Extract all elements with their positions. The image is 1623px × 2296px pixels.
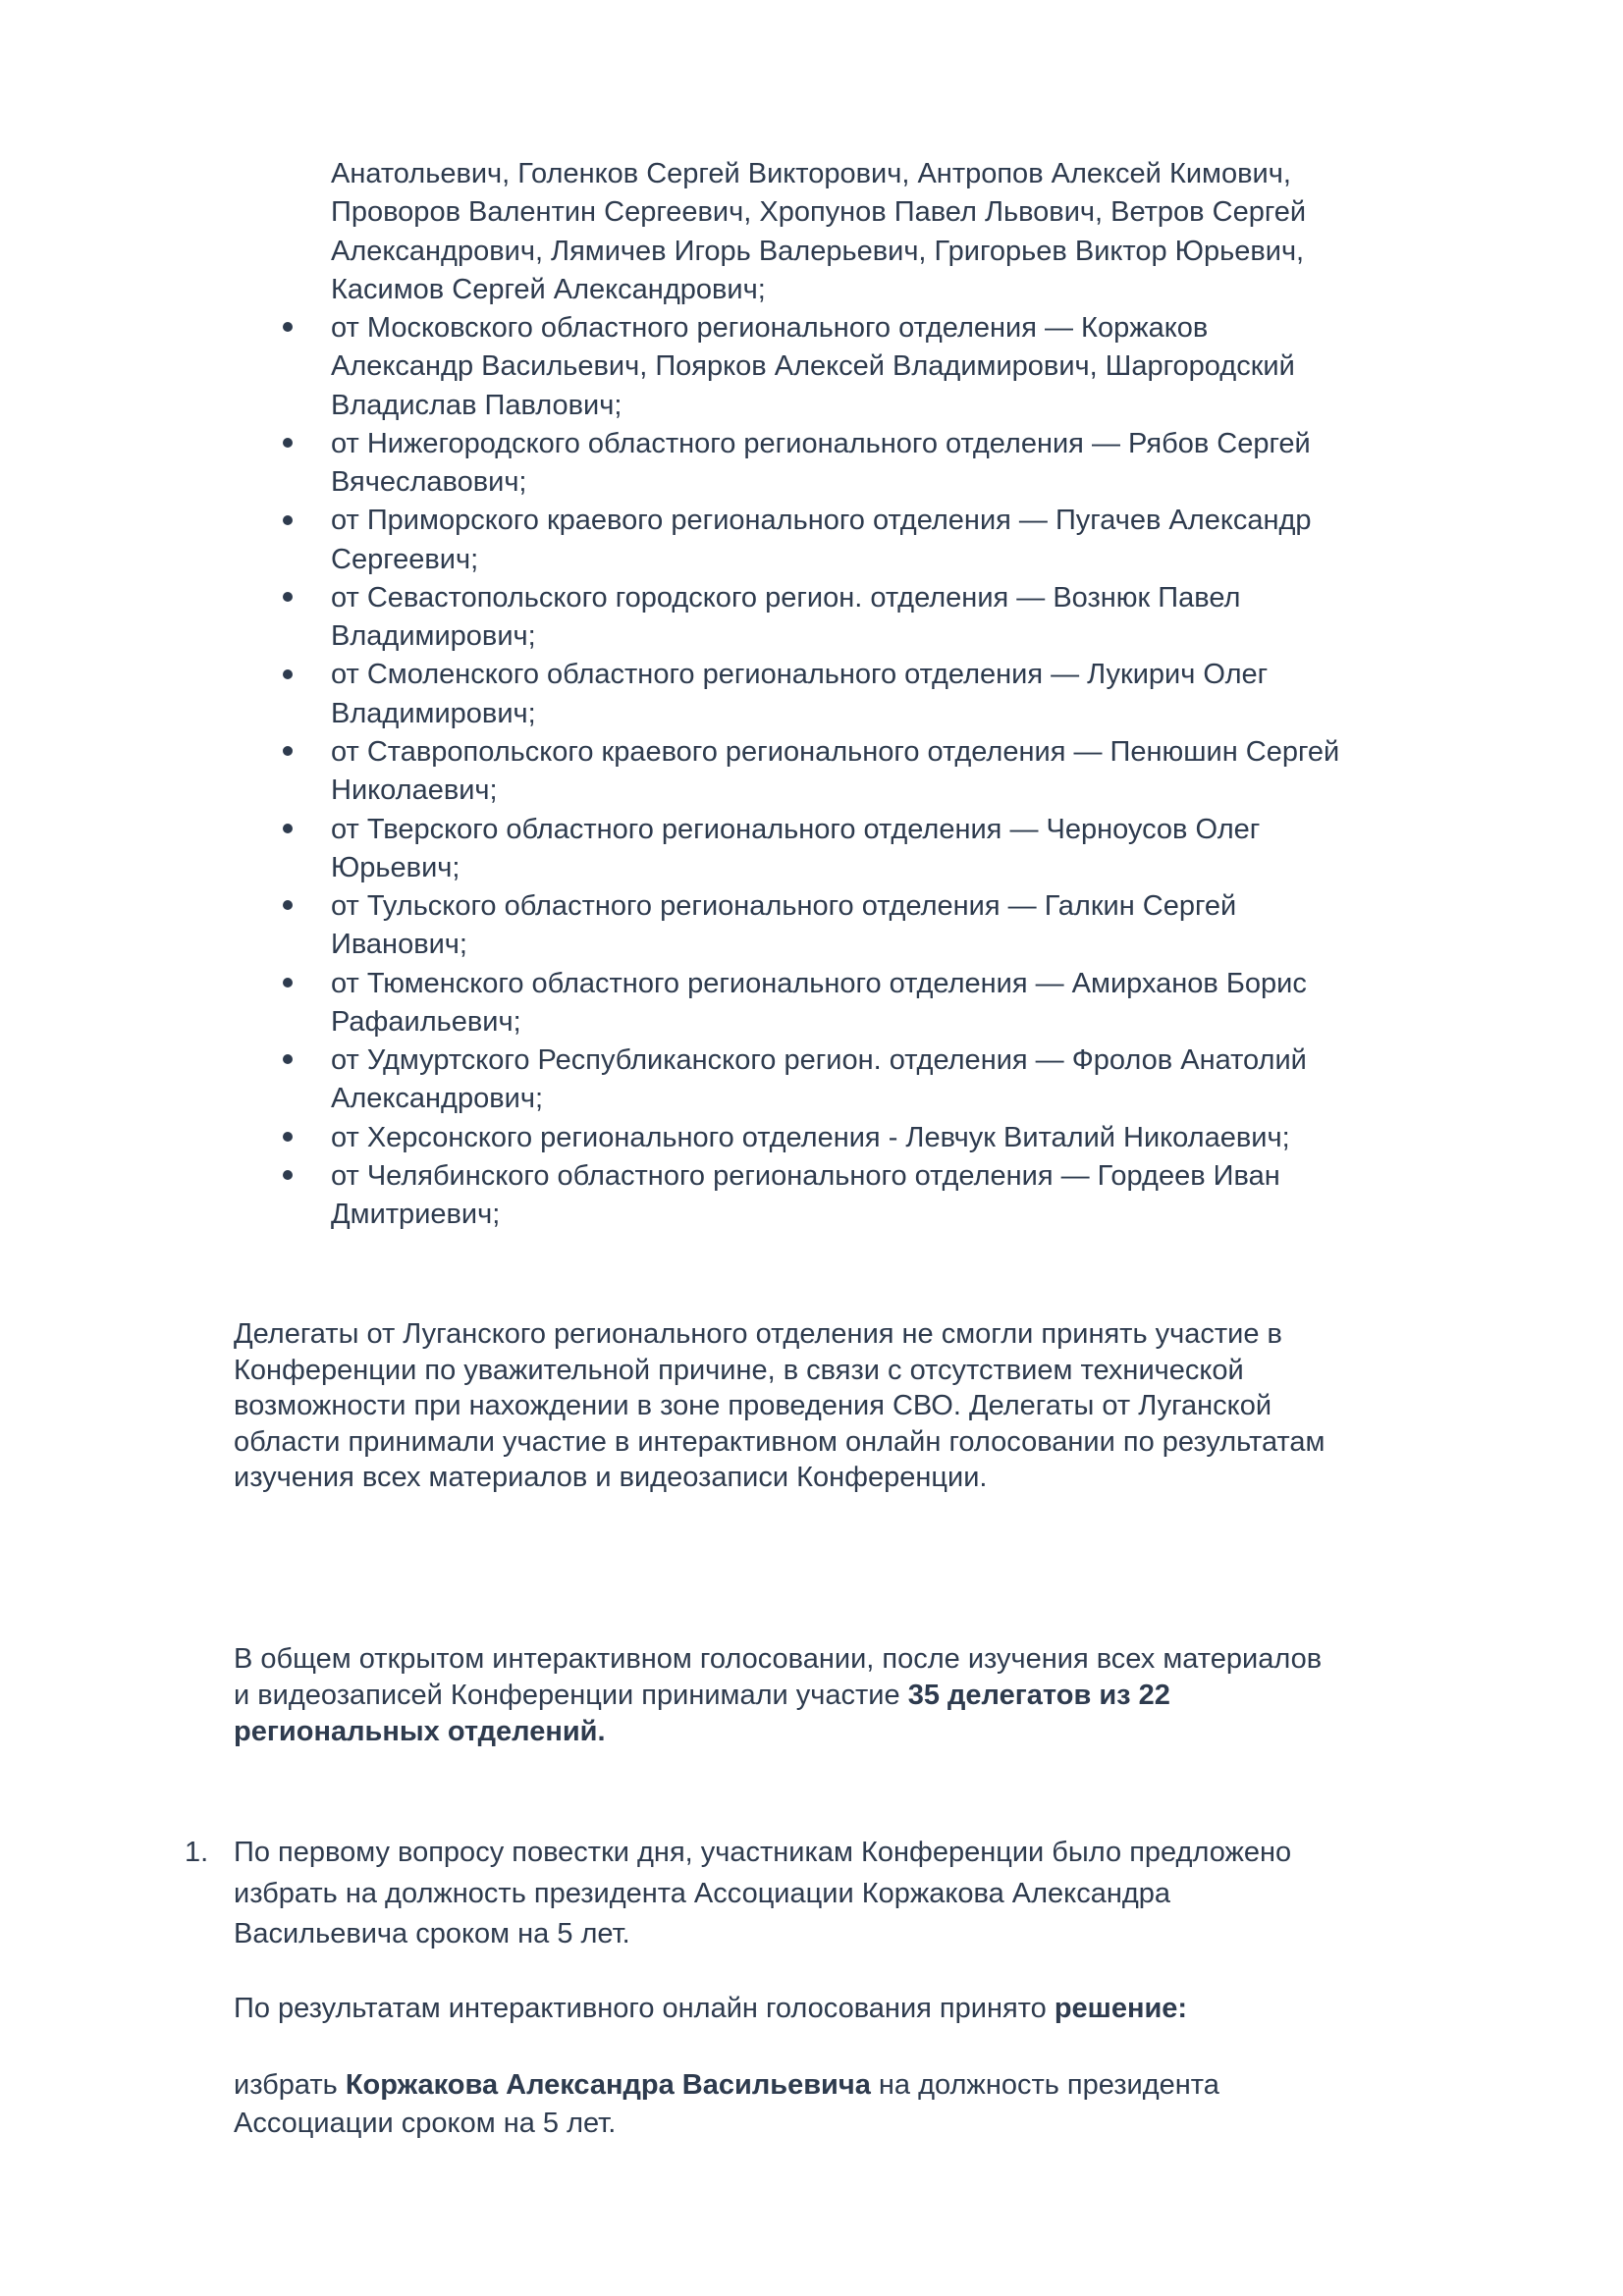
list-line: Александрович, Лямичев Игорь Валерьевич, Григорьев Виктор Юрьевич, bbox=[331, 235, 1305, 267]
paragraph-line: Делегаты от Луганского регионального отделения не смогли принять участие в bbox=[234, 1318, 1282, 1350]
bullet-icon bbox=[280, 1119, 296, 1157]
list-item-primorsky bbox=[0, 502, 1339, 579]
list-line: от Севастопольского городского регион. отделения — Вознюк Павел bbox=[331, 581, 1241, 614]
delegate-count-bold: 35 делегатов из 22 bbox=[907, 1680, 1170, 1711]
list-item-udmurt bbox=[0, 1041, 1339, 1119]
list-line: от Смоленского областного регионального отделения — Лукирич Олег bbox=[331, 659, 1269, 691]
bullet-icon bbox=[280, 656, 296, 694]
paragraph-line: В общем открытом интерактивном голосовании, после изучения всех материалов bbox=[234, 1643, 1323, 1675]
list-line: Иванович; bbox=[331, 929, 467, 961]
agenda-item-number: 1. bbox=[185, 1837, 209, 1868]
list-line: от Челябинского областного регионального отделения — Гордеев Иван bbox=[331, 1159, 1280, 1192]
list-line: Владислав Павлович; bbox=[331, 389, 622, 421]
paragraph-line: области принимали участие в интерактивном онлайн голосовании по результатам bbox=[234, 1425, 1325, 1458]
list-item-sevastopol bbox=[0, 579, 1339, 657]
paragraph-text: избрать bbox=[234, 2069, 346, 2101]
list-line: от Тюменского областного регионального отделения — Амирханов Борис bbox=[331, 967, 1307, 999]
paragraph-line: Васильевича сроком на 5 лет. bbox=[234, 1918, 630, 1950]
delegate-list bbox=[0, 155, 1339, 1234]
bullet-icon bbox=[280, 887, 296, 926]
list-item-smolensk bbox=[0, 656, 1339, 733]
lugansk-paragraph bbox=[234, 1316, 1325, 1496]
bullet-icon bbox=[280, 811, 296, 849]
paragraph-line: изучения всех материалов и видеозаписи Конференции. bbox=[234, 1462, 988, 1493]
list-line: Проворов Валентин Сергеевич, Хропунов Павел Львович, Ветров Сергей bbox=[331, 196, 1307, 229]
list-line: Касимов Сергей Александрович; bbox=[331, 273, 766, 305]
voting-result-paragraph bbox=[234, 1990, 1187, 2028]
bullet-icon bbox=[280, 579, 296, 617]
list-item-tyumen bbox=[0, 965, 1339, 1042]
list-line: от Тверского областного регионального отделения — Черноусов Олег bbox=[331, 813, 1261, 845]
list-line: от Приморского краевого регионального отделения — Пугачев Александр bbox=[331, 505, 1312, 537]
bullet-icon bbox=[280, 1041, 296, 1080]
list-line: Вячеславович; bbox=[331, 466, 527, 499]
list-line: Владимирович; bbox=[331, 697, 536, 729]
list-item-tula bbox=[0, 887, 1339, 965]
list-item-tver bbox=[0, 811, 1339, 888]
paragraph-text: и видеозаписей Конференции принимали участие bbox=[234, 1680, 908, 1711]
list-line: Александрович; bbox=[331, 1083, 543, 1115]
list-item-continuation bbox=[0, 155, 1339, 309]
list-line: Дмитриевич; bbox=[331, 1199, 501, 1231]
list-line: от Ставропольского краевого регионального отделения — Пенюшин Сергей bbox=[331, 735, 1340, 768]
list-item-stavropol bbox=[0, 733, 1339, 811]
list-line: от Московского областного регионального отделения — Коржаков bbox=[331, 312, 1209, 345]
regions-bold: региональных отделений. bbox=[234, 1716, 606, 1747]
bullet-icon bbox=[280, 502, 296, 540]
bullet-icon bbox=[280, 965, 296, 1003]
list-line: от Нижегородского областного регионального отделения — Рябов Сергей bbox=[331, 427, 1311, 459]
agenda-item-1 bbox=[0, 1833, 1291, 1955]
paragraph-line: По первому вопросу повестки дня, участникам Конференции было предложено bbox=[234, 1837, 1292, 1868]
paragraph-text: По результатам интерактивного онлайн голосования принято bbox=[234, 1993, 1055, 2024]
vote-summary-paragraph bbox=[234, 1641, 1322, 1750]
paragraph-line: Конференции по уважительной причине, в связи с отсутствием технической bbox=[234, 1354, 1244, 1386]
list-line: от Удмуртского Республиканского регион. отделения — Фролов Анатолий bbox=[331, 1044, 1307, 1077]
paragraph-line: возможности при нахождении в зоне проведения СВО. Делегаты от Луганской bbox=[234, 1390, 1272, 1421]
list-item-kherson bbox=[0, 1119, 1339, 1157]
list-item-moscow bbox=[0, 309, 1339, 425]
bullet-icon bbox=[280, 309, 296, 347]
list-line: от Херсонского регионального отделения - Левчук Виталий Николаевич; bbox=[331, 1121, 1290, 1153]
paragraph-line: избрать на должность президента Ассоциации Коржакова Александра bbox=[234, 1877, 1171, 1909]
list-line: Николаевич; bbox=[331, 774, 498, 807]
list-line: Александр Васильевич, Поярков Алексей Владимирович, Шаргородский bbox=[331, 350, 1295, 383]
list-line: Владимирович; bbox=[331, 620, 536, 653]
list-line: Сергеевич; bbox=[331, 543, 479, 575]
paragraph-text: на должность президента bbox=[870, 2069, 1219, 2101]
list-line: от Тульского областного регионального отделения — Галкин Сергей bbox=[331, 890, 1237, 923]
decision-label: решение: bbox=[1054, 1993, 1188, 2024]
list-line: Рафаильевич; bbox=[331, 1005, 521, 1038]
bullet-icon bbox=[280, 1157, 296, 1196]
list-line: Юрьевич; bbox=[331, 851, 460, 883]
list-item-nizhny bbox=[0, 425, 1339, 503]
paragraph-line bbox=[234, 1714, 1322, 1750]
list-line: Анатольевич, Голенков Сергей Викторович, Антропов Алексей Кимович, bbox=[331, 158, 1291, 189]
paragraph-line bbox=[234, 1678, 1322, 1714]
elected-person-name: Коржакова Александра Васильевича bbox=[345, 2069, 871, 2101]
list-item-chelyabinsk bbox=[0, 1157, 1339, 1235]
paragraph-line bbox=[234, 2066, 1219, 2105]
paragraph-line: Ассоциации сроком на 5 лет. bbox=[234, 2107, 617, 2139]
decision-paragraph bbox=[234, 2066, 1219, 2142]
bullet-icon bbox=[280, 733, 296, 772]
bullet-icon bbox=[280, 425, 296, 463]
